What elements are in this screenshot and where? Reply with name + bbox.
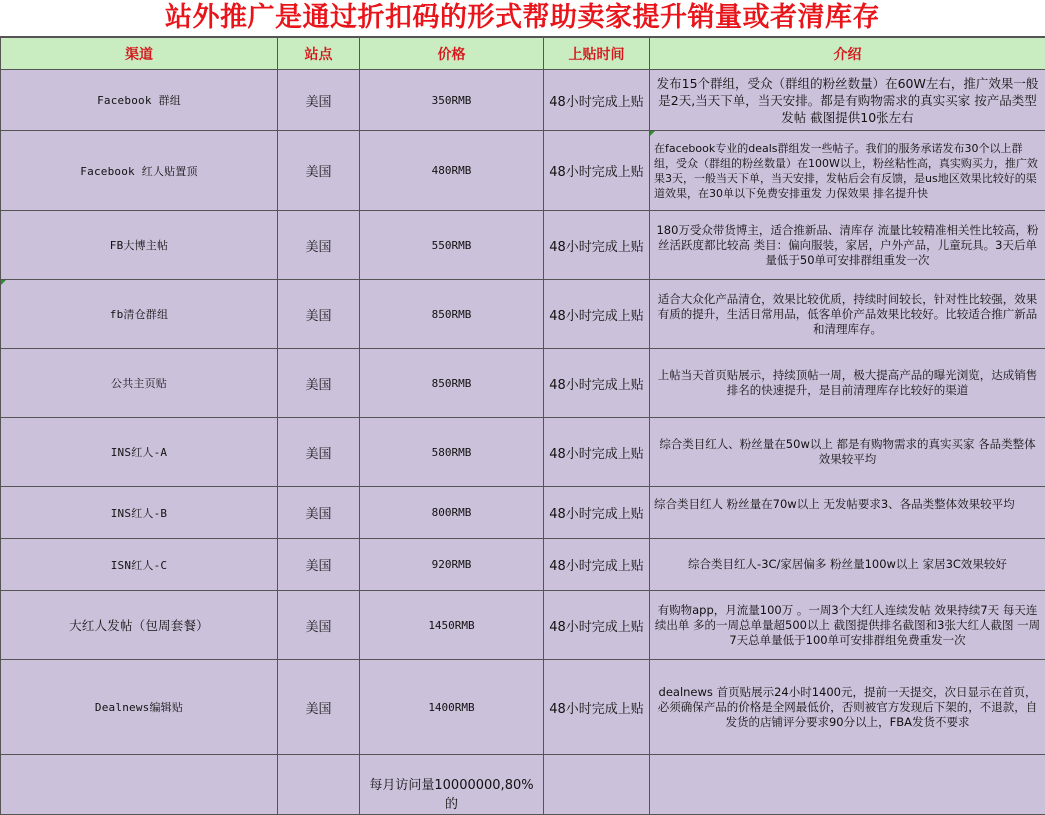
cell-post-time[interactable] (544, 755, 650, 815)
table-row (1, 349, 1045, 418)
cell-post-time[interactable]: 48小时完成上贴 (544, 418, 650, 487)
cell-post-time[interactable]: 48小时完成上贴 (544, 211, 650, 280)
header-row (1, 38, 1045, 70)
header-post-time[interactable]: 上贴时间 (544, 38, 650, 70)
cell-channel[interactable]: INS红人-B (1, 487, 278, 539)
cell-post-time[interactable]: 48小时完成上贴 (544, 660, 650, 755)
cell-intro[interactable]: dealnews 首页贴展示24小时1400元，提前一天提交，次日显示在首页，必须确保产品的价格是全网最低价，否则被官方发现后下架的，不退款，自发货的店铺评分要求90分以上，FBA发货不要求 (650, 660, 1045, 755)
cell-channel[interactable]: FB大博主帖 (1, 211, 278, 280)
cell-site[interactable]: 美国 (278, 280, 360, 349)
table-row (1, 131, 1045, 211)
cell-channel[interactable]: fb清仓群组 (1, 280, 278, 349)
cell-site[interactable]: 美国 (278, 487, 360, 539)
cell-price[interactable]: 800RMB (360, 487, 544, 539)
cell-channel[interactable]: Facebook 红人贴置顶 (1, 131, 278, 211)
header-channel[interactable]: 渠道 (1, 38, 278, 70)
cell-site[interactable]: 美国 (278, 349, 360, 418)
cell-site[interactable]: 美国 (278, 211, 360, 280)
cell-price[interactable]: 580RMB (360, 418, 544, 487)
cell-price[interactable]: 350RMB (360, 70, 544, 131)
cell-channel[interactable] (1, 755, 278, 815)
cell-intro[interactable]: 有购物app，月流量100万 。一周3个大红人连续发帖 效果持续7天 每天连续出单 多的一周总单量超500以上 截图提供排名截图和3张大红人截图 一周7天总单量低于100单可安排群组免费重发一次 (650, 591, 1045, 660)
table-row (1, 539, 1045, 591)
cell-price[interactable]: 850RMB (360, 349, 544, 418)
cell-intro[interactable]: 上帖当天首页贴展示，持续顶帖一周，极大提高产品的曝光浏览，达成销售排名的快速提升，是目前清理库存比较好的渠道 (650, 349, 1045, 418)
table-row (1, 660, 1045, 755)
table-row (1, 418, 1045, 487)
promotion-table (0, 37, 1045, 815)
cell-post-time[interactable]: 48小时完成上贴 (544, 131, 650, 211)
cell-price[interactable]: 1400RMB (360, 660, 544, 755)
cell-post-time[interactable]: 48小时完成上贴 (544, 70, 650, 131)
table-row (1, 591, 1045, 660)
cell-post-time[interactable]: 48小时完成上贴 (544, 487, 650, 539)
cell-channel[interactable]: INS红人-A (1, 418, 278, 487)
cell-site[interactable]: 美国 (278, 131, 360, 211)
cell-price[interactable]: 每月访问量10000000,80%的 (360, 755, 544, 815)
cell-price[interactable]: 920RMB (360, 539, 544, 591)
table-row (1, 487, 1045, 539)
cell-channel[interactable]: Facebook 群组 (1, 70, 278, 131)
cell-site[interactable]: 美国 (278, 660, 360, 755)
cell-price[interactable]: 480RMB (360, 131, 544, 211)
cell-site[interactable]: 美国 (278, 418, 360, 487)
cell-intro[interactable]: 适合大众化产品清仓，效果比较优质，持续时间较长，针对性比较强，效果有质的提升，生活日常用品，低客单价产品效果比较好。比较适合推广新品和清理库存。 (650, 280, 1045, 349)
cell-site[interactable]: 美国 (278, 539, 360, 591)
cell-price[interactable]: 850RMB (360, 280, 544, 349)
cell-price[interactable]: 1450RMB (360, 591, 544, 660)
header-site[interactable]: 站点 (278, 38, 360, 70)
cell-channel[interactable]: 大红人发帖（包周套餐） (1, 591, 278, 660)
cell-post-time[interactable]: 48小时完成上贴 (544, 280, 650, 349)
sheet-title: 站外推广是通过折扣码的形式帮助卖家提升销量或者清库存 (0, 0, 1045, 37)
cell-intro[interactable]: 综合类目红人 粉丝量在70w以上 无发帖要求3、各品类整体效果较平均 (650, 487, 1045, 539)
table-row (1, 70, 1045, 131)
cell-intro[interactable]: 综合类目红人、粉丝量在50w以上 都是有购物需求的真实买家 各品类整体效果较平均 (650, 418, 1045, 487)
header-price[interactable]: 价格 (360, 38, 544, 70)
cell-site[interactable]: 美国 (278, 70, 360, 131)
cell-intro[interactable]: 综合类目红人-3C/家居偏多 粉丝量100w以上 家居3C效果较好 (650, 539, 1045, 591)
cell-channel[interactable]: ISN红人-C (1, 539, 278, 591)
cell-post-time[interactable]: 48小时完成上贴 (544, 591, 650, 660)
cell-price[interactable]: 550RMB (360, 211, 544, 280)
header-intro[interactable]: 介绍 (650, 38, 1045, 70)
table-row-partial (1, 755, 1045, 815)
cell-intro[interactable]: 180万受众带货博主，适合推新品、清库存 流量比较精准相关性比较高，粉丝活跃度都比较高 类目：偏向服装，家居，户外产品，儿童玩具。3天后单量低于50单可安排群组重发一次 (650, 211, 1045, 280)
cell-post-time[interactable]: 48小时完成上贴 (544, 539, 650, 591)
cell-post-time[interactable]: 48小时完成上贴 (544, 349, 650, 418)
cell-site[interactable] (278, 755, 360, 815)
cell-site[interactable]: 美国 (278, 591, 360, 660)
cell-intro[interactable]: 发布15个群组，受众（群组的粉丝数量）在60W左右，推广效果一般是2天,当天下单，当天安排。都是有购物需求的真实买家 按产品类型发帖 截图提供10张左右 (650, 70, 1045, 131)
cell-channel[interactable]: Dealnews编辑贴 (1, 660, 278, 755)
table-row (1, 280, 1045, 349)
table-row (1, 211, 1045, 280)
cell-intro[interactable]: 在facebook专业的deals群组发一些帖子。我们的服务承诺发布30个以上群组，受众（群组的粉丝数量）在100W以上，粉丝粘性高，真实购买力，推广效果3天，一般当天下单，当天安排，发帖后会有反馈，是us地区效果比较好的渠道效果，在30单以下免费安排重发 力保效果 排名提升快 (650, 131, 1045, 211)
cell-channel[interactable]: 公共主页贴 (1, 349, 278, 418)
cell-intro[interactable] (650, 755, 1045, 815)
